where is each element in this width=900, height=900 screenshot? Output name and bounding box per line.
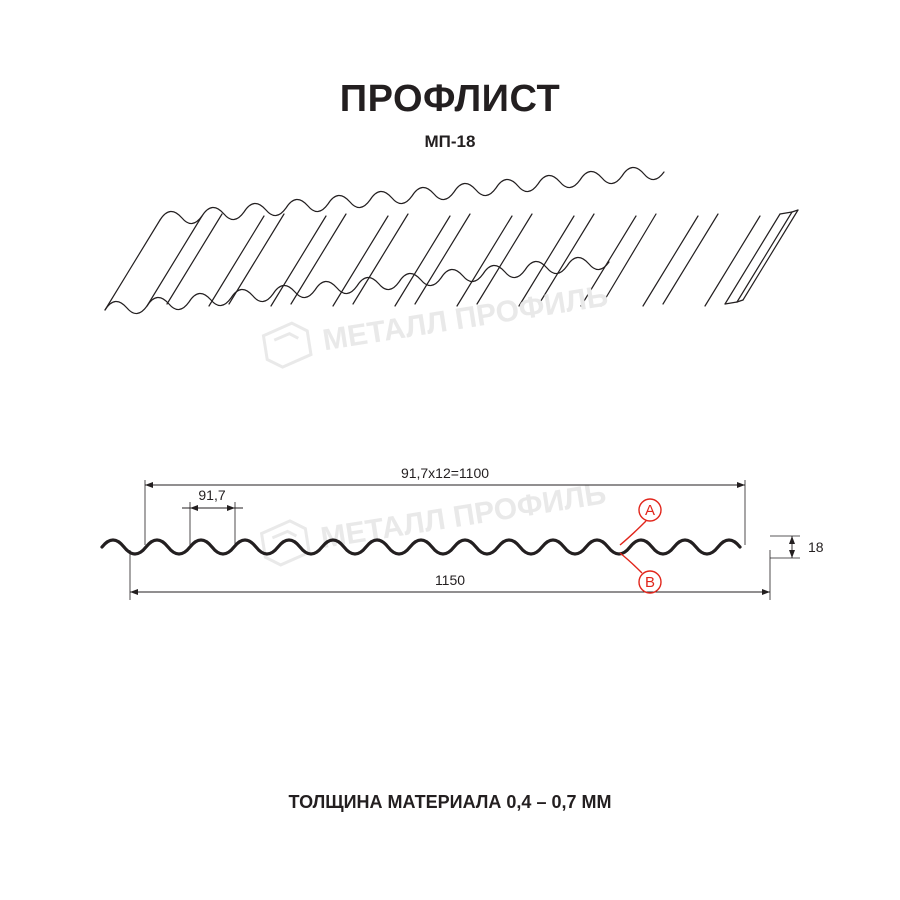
dimension-height-label: 18: [808, 539, 824, 555]
dimension-line-pitch-single: [182, 505, 243, 511]
profile-waveform: [102, 540, 740, 554]
svg-text:МЕТАЛЛ ПРОФИЛЬ: МЕТАЛЛ ПРОФИЛЬ: [318, 477, 609, 556]
callout-a: [620, 499, 661, 545]
dimension-line-overall-width: [130, 589, 770, 595]
callout-b-label: B: [644, 574, 656, 591]
material-thickness-note: ТОЛЩИНА МАТЕРИАЛА 0,4 – 0,7 ММ: [288, 792, 612, 812]
page-title: ПРОФЛИСТ: [339, 78, 561, 120]
callout-a-label: A: [644, 502, 656, 519]
dimension-overall-width-label: 1150: [434, 572, 466, 588]
cross-section-dimension-drawing: [80, 440, 840, 640]
dimension-line-pitch-total: [145, 482, 745, 488]
dimension-pitch-total-label: 91,7х12=1100: [400, 465, 490, 481]
svg-text:МЕТАЛЛ ПРОФИЛЬ: МЕТАЛЛ ПРОФИЛЬ: [320, 279, 611, 358]
dimension-line-height: [789, 536, 795, 558]
dimension-pitch-single-label: 91,7: [198, 487, 226, 503]
callout-b: [620, 553, 661, 593]
model-subtitle: МП-18: [424, 132, 476, 151]
isometric-sheet-drawing: [80, 190, 820, 370]
